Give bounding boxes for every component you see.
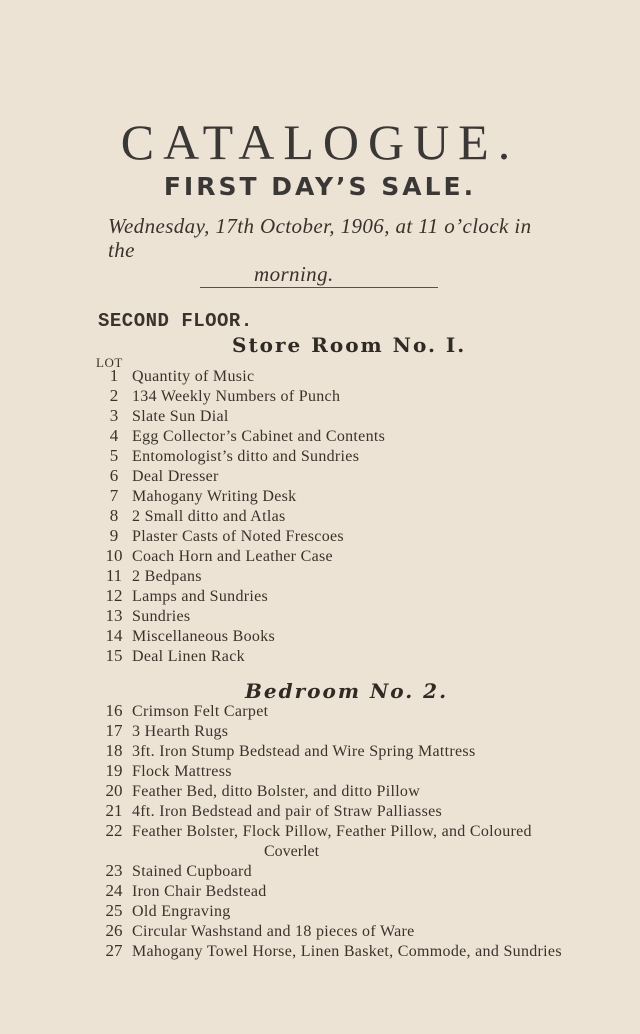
lot-description: Feather Bolster, Flock Pillow, Feather Pillow, and Coloured (132, 823, 532, 840)
lot-row (96, 466, 636, 487)
lot-row (96, 446, 636, 467)
catalogue-title: CATALOGUE. (120, 114, 520, 170)
lot-number: 26 (105, 921, 123, 940)
room-heading-bedroom-2: Bedroom No. 2. (245, 679, 449, 703)
lot-number: 16 (105, 701, 123, 720)
lot-row (96, 526, 636, 547)
lot-description: 3ft. Iron Stump Bedstead and Wire Spring Mattress (132, 743, 476, 760)
lot-description: Slate Sun Dial (132, 408, 229, 425)
lot-row (96, 701, 636, 722)
lot-row (96, 881, 636, 902)
lot-number: 4 (109, 426, 119, 445)
lot-number: 13 (105, 606, 123, 625)
lot-number: 18 (105, 741, 123, 760)
lot-description: Lamps and Sundries (132, 588, 269, 605)
lot-description: Plaster Casts of Noted Frescoes (132, 528, 344, 545)
lot-description: Circular Washstand and 18 pieces of Ware (132, 923, 415, 940)
lot-number: 2 (109, 386, 119, 405)
lot-number: 7 (109, 486, 119, 505)
lot-description-continued: Coverlet (264, 843, 320, 860)
lot-row (96, 606, 636, 627)
lot-description: Sundries (132, 608, 191, 625)
lot-row (96, 801, 636, 822)
lot-number: 24 (105, 881, 123, 900)
lot-number: 21 (105, 801, 123, 820)
lot-number: 3 (109, 406, 119, 425)
lot-description: Egg Collector’s Cabinet and Contents (132, 428, 386, 445)
room-heading-store-room: Store Room No. I. (232, 333, 467, 357)
lot-row (96, 861, 636, 882)
lot-row (96, 506, 636, 527)
lot-description: Flock Mattress (132, 763, 232, 780)
floor-heading: SECOND FLOOR. (98, 310, 253, 332)
lot-number: 5 (109, 446, 119, 465)
lot-description: Deal Dresser (132, 468, 219, 485)
lot-number: 15 (105, 646, 123, 665)
lot-description: Old Engraving (132, 903, 231, 920)
lot-description: 2 Bedpans (132, 568, 202, 585)
lot-column-header: LOT (96, 355, 123, 370)
lot-number: 9 (109, 526, 119, 545)
lot-number: 8 (109, 506, 119, 525)
lot-description: Deal Linen Rack (132, 648, 245, 665)
lot-description: Feather Bed, ditto Bolster, and ditto Pillow (132, 783, 421, 800)
lot-row (96, 366, 636, 387)
lot-row (96, 741, 636, 762)
lot-row (96, 921, 636, 942)
sale-date-line-2: morning. (254, 262, 334, 286)
lot-number: 27 (105, 941, 123, 960)
lot-description: Quantity of Music (132, 368, 255, 385)
lot-row (96, 426, 636, 447)
lot-description: 134 Weekly Numbers of Punch (132, 388, 341, 405)
lot-number: 14 (105, 626, 123, 645)
lot-row (96, 566, 636, 587)
lot-row (96, 721, 636, 742)
lot-number: 20 (105, 781, 123, 800)
lot-description: Mahogany Towel Horse, Linen Basket, Commode, and Sundries (132, 943, 562, 960)
lot-row (96, 626, 636, 647)
lot-description: 4ft. Iron Bedstead and pair of Straw Palliasses (132, 803, 443, 820)
lot-number: 19 (105, 761, 123, 780)
lot-number: 1 (109, 366, 119, 385)
lot-number: 22 (105, 821, 123, 840)
lot-description: Entomologist’s ditto and Sundries (132, 448, 360, 465)
divider-rule (200, 287, 438, 288)
lot-number: 12 (105, 586, 123, 605)
sale-date (108, 214, 548, 286)
lot-row (96, 761, 636, 782)
lot-row (96, 901, 636, 922)
lot-row (96, 586, 636, 607)
lot-number: 17 (105, 721, 123, 740)
lot-row (96, 486, 636, 507)
sale-date-line-1: Wednesday, 17th October, 1906, at 11 o’clock in the (108, 214, 532, 262)
lot-row (96, 546, 636, 567)
lot-description: Mahogany Writing Desk (132, 488, 297, 505)
lot-number: 6 (109, 466, 119, 485)
lot-row (96, 821, 636, 862)
lot-number: 11 (105, 566, 123, 585)
lot-description: Iron Chair Bedstead (132, 883, 267, 900)
lot-row (96, 781, 636, 802)
lot-description: Stained Cupboard (132, 863, 252, 880)
lot-description: Crimson Felt Carpet (132, 703, 269, 720)
sale-subtitle: FIRST DAY’S SALE. (163, 172, 477, 201)
lot-row (96, 941, 636, 962)
lot-row (96, 406, 636, 427)
lot-description: 2 Small ditto and Atlas (132, 508, 286, 525)
lot-number: 25 (105, 901, 123, 920)
lot-description: 3 Hearth Rugs (132, 723, 229, 740)
lot-description: Coach Horn and Leather Case (132, 548, 333, 565)
lot-row (96, 386, 636, 407)
lot-row (96, 646, 636, 667)
lot-number: 23 (105, 861, 123, 880)
lot-number: 10 (105, 546, 123, 565)
lot-description: Miscellaneous Books (132, 628, 276, 645)
